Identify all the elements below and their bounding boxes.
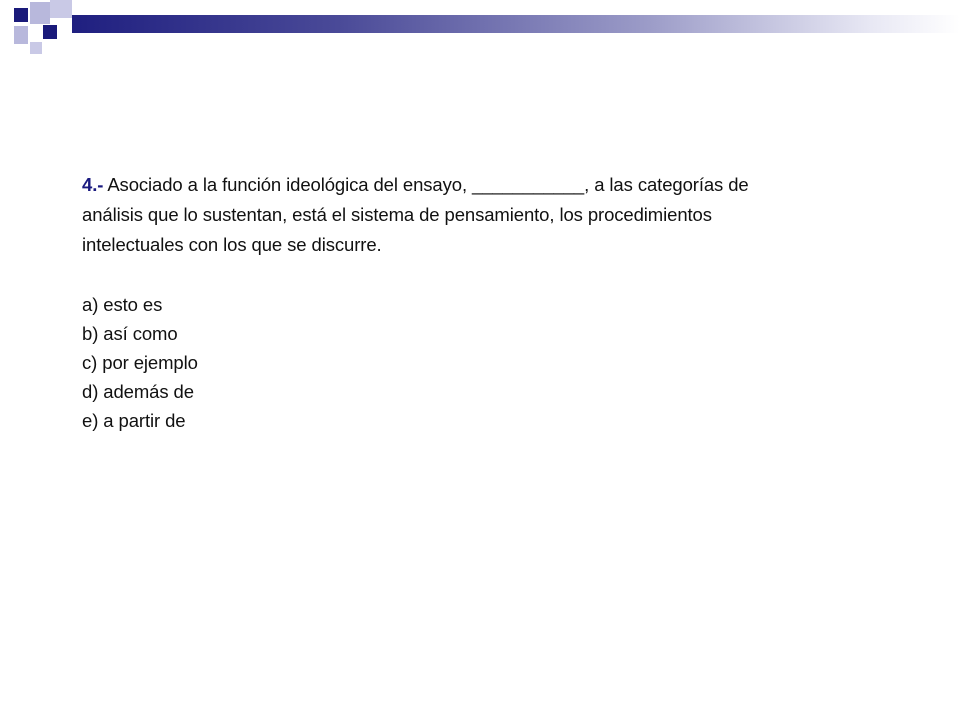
decor-square-lavender	[30, 42, 42, 54]
header-gradient-bar	[72, 15, 960, 33]
decor-square-lavender	[50, 0, 72, 18]
option-b: b) así como	[82, 323, 178, 344]
option-c: c) por ejemplo	[82, 352, 198, 373]
decor-square-lavender	[30, 2, 50, 24]
answer-options	[82, 290, 802, 435]
decor-square-navy	[43, 25, 57, 39]
option-d: d) además de	[82, 381, 194, 402]
question-block	[82, 170, 802, 435]
question-number: 4.-	[82, 174, 104, 195]
question-text	[82, 170, 802, 260]
question-body: Asociado a la función ideológica del ensayo, ___________, a las categorías de análisis que lo sustentan, está el sistema de pensamiento, los procedimientos intelectuales con los que se discurre.	[82, 174, 749, 255]
decor-square-navy	[14, 8, 28, 22]
header-decoration	[0, 0, 960, 60]
option-e: e) a partir de	[82, 410, 186, 431]
decor-square-lavender	[14, 26, 28, 44]
option-a: a) esto es	[82, 294, 163, 315]
